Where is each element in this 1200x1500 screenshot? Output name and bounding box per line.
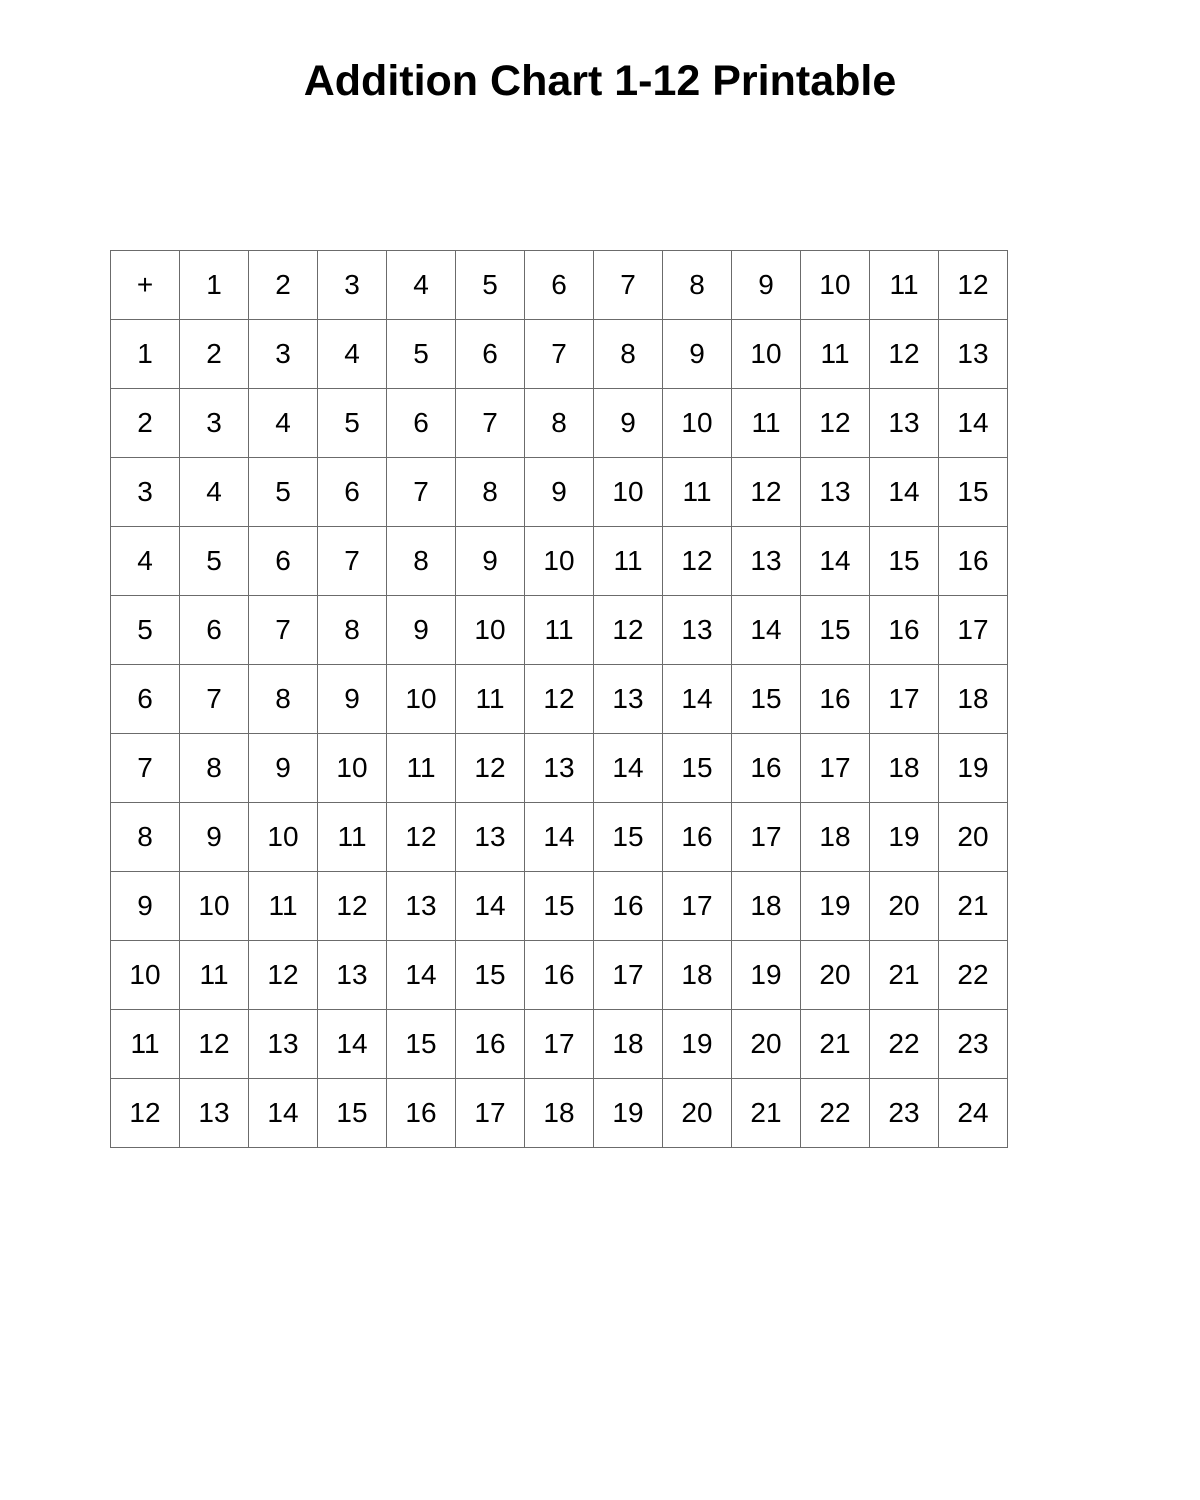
sum-cell: 9 [180, 803, 249, 872]
sum-cell: 19 [663, 1010, 732, 1079]
sum-cell: 2 [180, 320, 249, 389]
sum-cell: 3 [249, 320, 318, 389]
sum-cell: 19 [939, 734, 1008, 803]
sum-cell: 19 [870, 803, 939, 872]
row-header-cell: 7 [111, 734, 180, 803]
sum-cell: 7 [249, 596, 318, 665]
sum-cell: 7 [456, 389, 525, 458]
sum-cell: 4 [180, 458, 249, 527]
sum-cell: 8 [594, 320, 663, 389]
sum-cell: 13 [456, 803, 525, 872]
sum-cell: 21 [939, 872, 1008, 941]
sum-cell: 18 [801, 803, 870, 872]
sum-cell: 5 [180, 527, 249, 596]
sum-cell: 11 [663, 458, 732, 527]
sum-cell: 11 [180, 941, 249, 1010]
sum-cell: 15 [318, 1079, 387, 1148]
table-row [111, 527, 1008, 596]
sum-cell: 8 [456, 458, 525, 527]
sum-cell: 10 [249, 803, 318, 872]
column-header-cell: 9 [732, 251, 801, 320]
sum-cell: 10 [663, 389, 732, 458]
sum-cell: 13 [594, 665, 663, 734]
sum-cell: 11 [594, 527, 663, 596]
sum-cell: 17 [594, 941, 663, 1010]
sum-cell: 12 [594, 596, 663, 665]
sum-cell: 17 [525, 1010, 594, 1079]
row-header-cell: 6 [111, 665, 180, 734]
sum-cell: 14 [594, 734, 663, 803]
sum-cell: 10 [387, 665, 456, 734]
sum-cell: 21 [732, 1079, 801, 1148]
sum-cell: 11 [387, 734, 456, 803]
sum-cell: 18 [525, 1079, 594, 1148]
sum-cell: 12 [870, 320, 939, 389]
sum-cell: 4 [249, 389, 318, 458]
column-header-cell: 7 [594, 251, 663, 320]
sum-cell: 13 [732, 527, 801, 596]
sum-cell: 9 [456, 527, 525, 596]
sum-cell: 20 [939, 803, 1008, 872]
sum-cell: 13 [249, 1010, 318, 1079]
column-header-cell: 12 [939, 251, 1008, 320]
row-header-cell: 9 [111, 872, 180, 941]
sum-cell: 12 [663, 527, 732, 596]
column-header-cell: 6 [525, 251, 594, 320]
sum-cell: 11 [456, 665, 525, 734]
column-header-cell: 8 [663, 251, 732, 320]
sum-cell: 16 [387, 1079, 456, 1148]
addition-chart-body [111, 251, 1008, 1148]
sum-cell: 13 [318, 941, 387, 1010]
sum-cell: 22 [801, 1079, 870, 1148]
sum-cell: 23 [870, 1079, 939, 1148]
sum-cell: 6 [249, 527, 318, 596]
sum-cell: 17 [939, 596, 1008, 665]
sum-cell: 11 [318, 803, 387, 872]
sum-cell: 7 [318, 527, 387, 596]
column-header-cell: 3 [318, 251, 387, 320]
sum-cell: 14 [801, 527, 870, 596]
row-header-cell: 11 [111, 1010, 180, 1079]
sum-cell: 6 [318, 458, 387, 527]
column-header-cell: 2 [249, 251, 318, 320]
sum-cell: 10 [456, 596, 525, 665]
sum-cell: 8 [180, 734, 249, 803]
sum-cell: 10 [180, 872, 249, 941]
sum-cell: 14 [318, 1010, 387, 1079]
column-header-cell: 10 [801, 251, 870, 320]
sum-cell: 10 [525, 527, 594, 596]
sum-cell: 6 [456, 320, 525, 389]
sum-cell: 18 [870, 734, 939, 803]
sum-cell: 10 [318, 734, 387, 803]
addition-chart-table [110, 250, 1008, 1148]
sum-cell: 13 [180, 1079, 249, 1148]
sum-cell: 12 [249, 941, 318, 1010]
row-header-cell: 5 [111, 596, 180, 665]
sum-cell: 16 [939, 527, 1008, 596]
sum-cell: 12 [318, 872, 387, 941]
sum-cell: 18 [732, 872, 801, 941]
sum-cell: 16 [732, 734, 801, 803]
sum-cell: 15 [732, 665, 801, 734]
sum-cell: 9 [525, 458, 594, 527]
table-row [111, 458, 1008, 527]
row-header-cell: 1 [111, 320, 180, 389]
sum-cell: 12 [732, 458, 801, 527]
sum-cell: 5 [318, 389, 387, 458]
sum-cell: 7 [180, 665, 249, 734]
sum-cell: 9 [249, 734, 318, 803]
sum-cell: 19 [594, 1079, 663, 1148]
sum-cell: 15 [594, 803, 663, 872]
sum-cell: 22 [870, 1010, 939, 1079]
sum-cell: 17 [870, 665, 939, 734]
sum-cell: 13 [387, 872, 456, 941]
sum-cell: 11 [732, 389, 801, 458]
sum-cell: 5 [387, 320, 456, 389]
sum-cell: 14 [387, 941, 456, 1010]
table-row [111, 320, 1008, 389]
sum-cell: 21 [801, 1010, 870, 1079]
sum-cell: 15 [801, 596, 870, 665]
header-row [111, 251, 1008, 320]
sum-cell: 11 [801, 320, 870, 389]
operator-cell: + [111, 251, 180, 320]
sum-cell: 10 [732, 320, 801, 389]
sum-cell: 21 [870, 941, 939, 1010]
sum-cell: 20 [801, 941, 870, 1010]
column-header-cell: 5 [456, 251, 525, 320]
row-header-cell: 12 [111, 1079, 180, 1148]
column-header-cell: 1 [180, 251, 249, 320]
table-row [111, 389, 1008, 458]
table-row [111, 803, 1008, 872]
sum-cell: 11 [525, 596, 594, 665]
table-row [111, 872, 1008, 941]
table-row [111, 1079, 1008, 1148]
column-header-cell: 11 [870, 251, 939, 320]
sum-cell: 19 [801, 872, 870, 941]
sum-cell: 17 [456, 1079, 525, 1148]
sum-cell: 23 [939, 1010, 1008, 1079]
sum-cell: 14 [663, 665, 732, 734]
sum-cell: 16 [594, 872, 663, 941]
sum-cell: 16 [801, 665, 870, 734]
sum-cell: 8 [525, 389, 594, 458]
sum-cell: 10 [594, 458, 663, 527]
sum-cell: 16 [663, 803, 732, 872]
sum-cell: 17 [801, 734, 870, 803]
sum-cell: 12 [180, 1010, 249, 1079]
sum-cell: 15 [456, 941, 525, 1010]
sum-cell: 18 [939, 665, 1008, 734]
row-header-cell: 4 [111, 527, 180, 596]
sum-cell: 9 [663, 320, 732, 389]
sum-cell: 7 [525, 320, 594, 389]
sum-cell: 16 [456, 1010, 525, 1079]
table-row [111, 1010, 1008, 1079]
row-header-cell: 8 [111, 803, 180, 872]
sum-cell: 12 [525, 665, 594, 734]
sum-cell: 14 [249, 1079, 318, 1148]
sum-cell: 17 [732, 803, 801, 872]
sum-cell: 8 [249, 665, 318, 734]
sum-cell: 14 [525, 803, 594, 872]
sum-cell: 13 [663, 596, 732, 665]
sum-cell: 9 [387, 596, 456, 665]
sum-cell: 5 [249, 458, 318, 527]
sum-cell: 8 [318, 596, 387, 665]
sum-cell: 20 [732, 1010, 801, 1079]
sum-cell: 12 [801, 389, 870, 458]
sum-cell: 16 [525, 941, 594, 1010]
row-header-cell: 3 [111, 458, 180, 527]
table-row [111, 596, 1008, 665]
sum-cell: 15 [663, 734, 732, 803]
sum-cell: 14 [870, 458, 939, 527]
row-header-cell: 2 [111, 389, 180, 458]
row-header-cell: 10 [111, 941, 180, 1010]
sum-cell: 13 [870, 389, 939, 458]
sum-cell: 14 [456, 872, 525, 941]
sum-cell: 4 [318, 320, 387, 389]
sum-cell: 13 [801, 458, 870, 527]
sum-cell: 12 [456, 734, 525, 803]
sum-cell: 9 [318, 665, 387, 734]
sum-cell: 18 [663, 941, 732, 1010]
sum-cell: 17 [663, 872, 732, 941]
sum-cell: 15 [525, 872, 594, 941]
sum-cell: 18 [594, 1010, 663, 1079]
sum-cell: 13 [939, 320, 1008, 389]
sum-cell: 14 [939, 389, 1008, 458]
sum-cell: 24 [939, 1079, 1008, 1148]
sum-cell: 8 [387, 527, 456, 596]
table-row [111, 941, 1008, 1010]
table-row [111, 734, 1008, 803]
page-title: Addition Chart 1-12 Printable [303, 57, 897, 105]
sum-cell: 7 [387, 458, 456, 527]
table-row [111, 665, 1008, 734]
column-header-cell: 4 [387, 251, 456, 320]
sum-cell: 6 [180, 596, 249, 665]
sum-cell: 12 [387, 803, 456, 872]
sum-cell: 9 [594, 389, 663, 458]
sum-cell: 11 [249, 872, 318, 941]
sum-cell: 15 [939, 458, 1008, 527]
sum-cell: 15 [387, 1010, 456, 1079]
sum-cell: 22 [939, 941, 1008, 1010]
sum-cell: 20 [870, 872, 939, 941]
sum-cell: 19 [732, 941, 801, 1010]
sum-cell: 6 [387, 389, 456, 458]
sum-cell: 16 [870, 596, 939, 665]
sum-cell: 3 [180, 389, 249, 458]
sum-cell: 20 [663, 1079, 732, 1148]
sum-cell: 14 [732, 596, 801, 665]
sum-cell: 13 [525, 734, 594, 803]
sum-cell: 15 [870, 527, 939, 596]
